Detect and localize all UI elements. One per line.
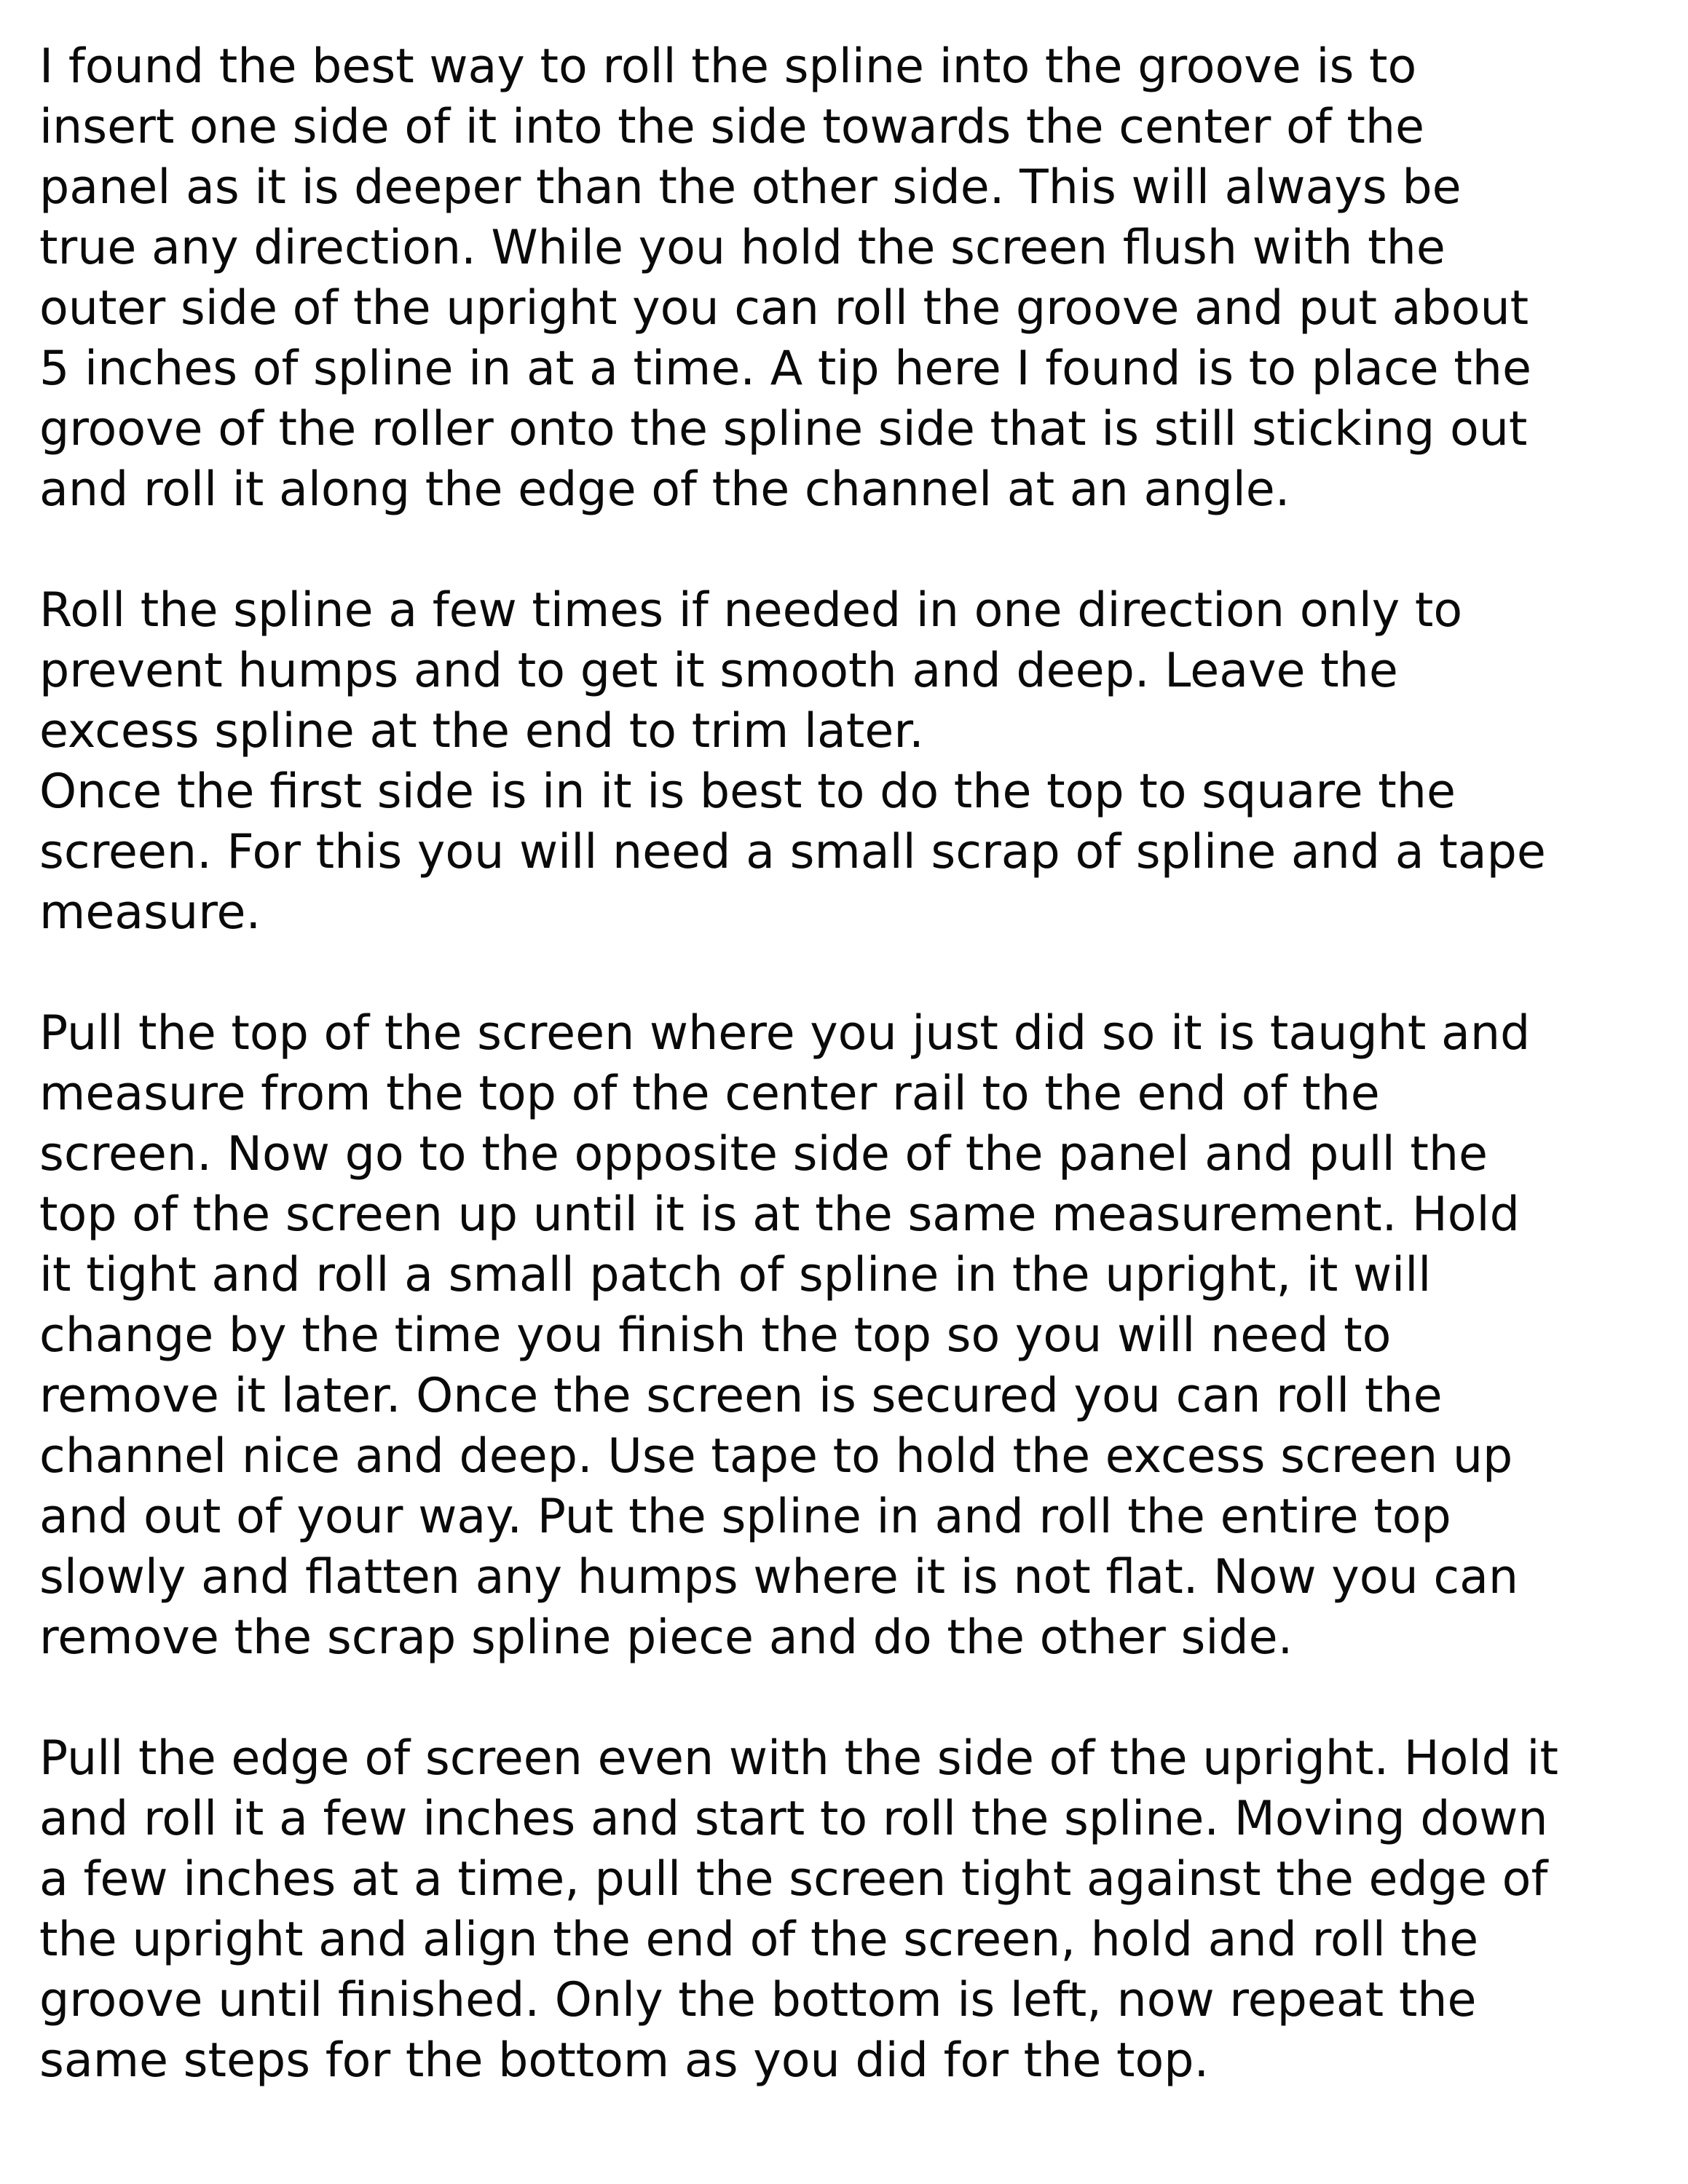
text-line: panel as it is deeper than the other side. This will always be bbox=[39, 160, 1462, 215]
paragraph-pull-edge bbox=[39, 1728, 1659, 2091]
text-line: change by the time you finish the top so you will need to bbox=[39, 1308, 1392, 1363]
paragraph-spacer bbox=[39, 520, 1659, 580]
text-line: a few inches at a time, pull the screen tight against the edge of bbox=[39, 1852, 1548, 1907]
text-line: and roll it a few inches and start to roll the spline. Moving down bbox=[39, 1792, 1548, 1846]
text-line: measure. bbox=[39, 885, 261, 940]
text-line: prevent humps and to get it smooth and deep. Leave the bbox=[39, 644, 1398, 698]
paragraph-rolling-spline bbox=[39, 36, 1659, 520]
text-line: Roll the spline a few times if needed in one direction only to bbox=[39, 583, 1463, 638]
text-line: and roll it along the edge of the channel at an angle. bbox=[39, 462, 1290, 517]
text-line: screen. Now go to the opposite side of the panel and pull the bbox=[39, 1127, 1488, 1182]
text-line: groove of the roller onto the spline side that is still sticking out bbox=[39, 402, 1528, 456]
text-line: I found the best way to roll the spline into the groove is to bbox=[39, 39, 1417, 94]
text-line: the upright and align the end of the screen, hold and roll the bbox=[39, 1912, 1479, 1967]
paragraph-spacer bbox=[39, 1668, 1659, 1728]
text-line: groove until finished. Only the bottom is left, now repeat the bbox=[39, 1973, 1477, 2027]
text-line: remove it later. Once the screen is secured you can roll the bbox=[39, 1369, 1443, 1423]
text-line: excess spline at the end to trim later. bbox=[39, 704, 924, 759]
paragraph-pull-top bbox=[39, 1003, 1659, 1668]
paragraph-square-screen bbox=[39, 761, 1659, 943]
text-line: and out of your way. Put the spline in and roll the entire top bbox=[39, 1489, 1451, 1544]
text-line: Pull the edge of screen even with the side of the upright. Hold it bbox=[39, 1731, 1558, 1786]
text-line: it tight and roll a small patch of spline in the upright, it will bbox=[39, 1248, 1432, 1302]
text-line: insert one side of it into the side towards the center of the bbox=[39, 100, 1425, 154]
paragraph-roll-few-times bbox=[39, 580, 1659, 761]
text-line: outer side of the upright you can roll the groove and put about bbox=[39, 281, 1529, 336]
text-line: measure from the top of the center rail to the end of the bbox=[39, 1067, 1380, 1121]
text-line: Pull the top of the screen where you just did so it is taught and bbox=[39, 1006, 1531, 1061]
text-line: channel nice and deep. Use tape to hold the excess screen up bbox=[39, 1429, 1513, 1484]
text-line: top of the screen up until it is at the same measurement. Hold bbox=[39, 1187, 1520, 1242]
text-line: slowly and flatten any humps where it is not flat. Now you can bbox=[39, 1550, 1519, 1605]
text-line: remove the scrap spline piece and do the other side. bbox=[39, 1610, 1293, 1665]
text-line: screen. For this you will need a small scrap of spline and a tape bbox=[39, 825, 1546, 879]
text-line: same steps for the bottom as you did for the top. bbox=[39, 2033, 1210, 2088]
text-line: 5 inches of spline in at a time. A tip here I found is to place the bbox=[39, 341, 1531, 396]
text-line: Once the first side is in it is best to do the top to square the bbox=[39, 764, 1456, 819]
text-line: true any direction. While you hold the screen flush with the bbox=[39, 221, 1446, 275]
paragraph-spacer bbox=[39, 943, 1659, 1003]
